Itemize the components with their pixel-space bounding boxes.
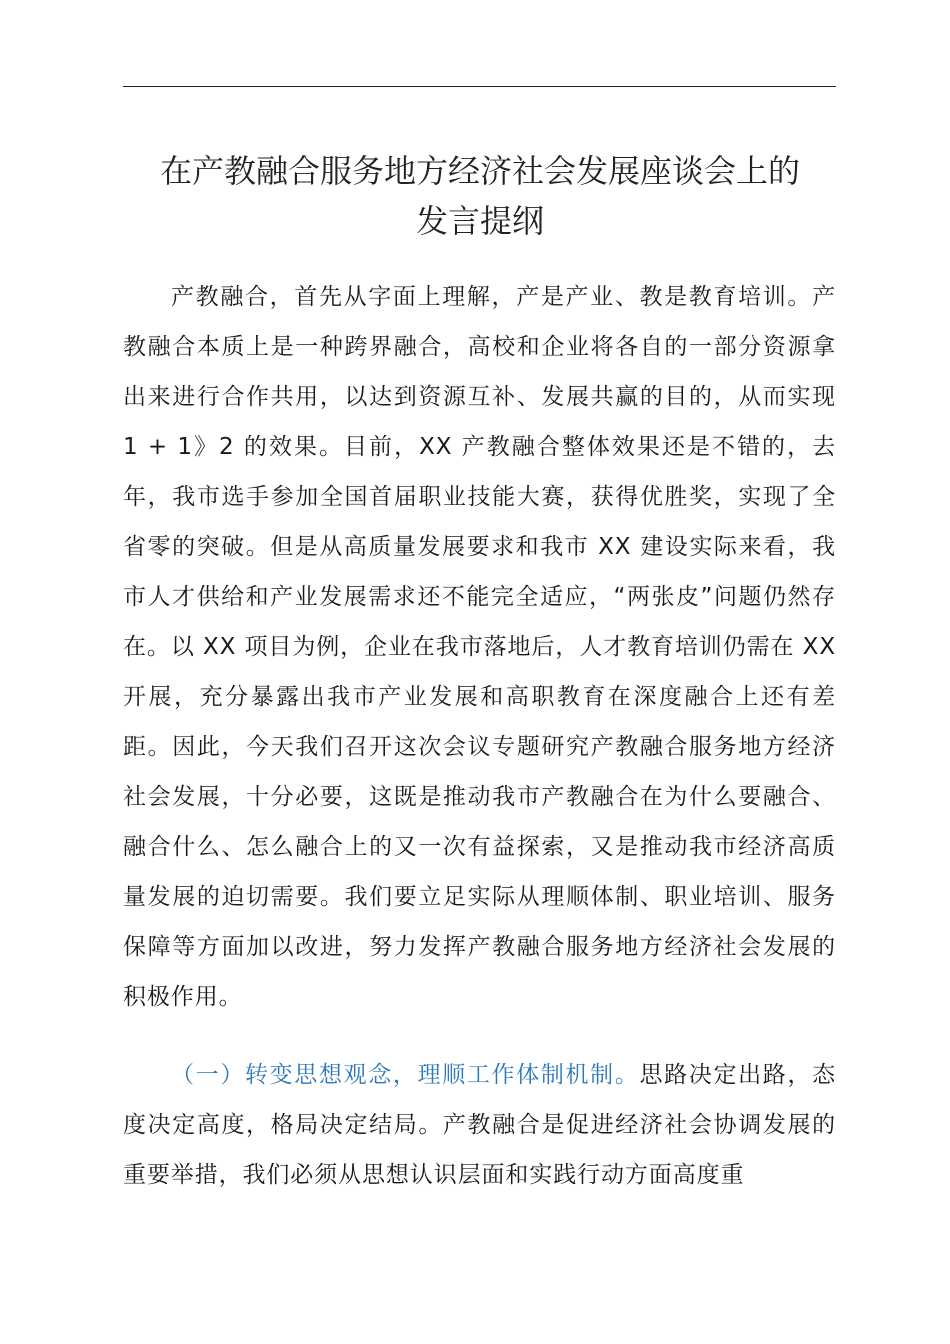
section-1-text: 思路决定出路，态度决定高度，格局决定结局。产教融合是促进经济社会协调发展的重要举措，我们必须从思想认识层面和实践行动方面高度重: [123, 1062, 837, 1188]
section-1-heading: （一）转变思想观念，理顺工作体制机制。: [171, 1062, 640, 1088]
document-body: [123, 272, 836, 1200]
section-1-paragraph: [123, 1050, 836, 1200]
title-line-2: 发言提纲: [415, 202, 544, 240]
intro-paragraph: 产教融合，首先从字面上理解，产是产业、教是教育培训。产教融合本质上是一种跨界融合，高校和企业将各自的一部分资源拿出来进行合作共用，以达到资源互补、发展共赢的目的，从而实现 1 + 1》2 的效果。目前，XX 产教融合整体效果还是不错的，去年，我市选手参加全国首届职业技能大赛，获得优胜奖，实现了全省零的突破。但是从高质量发展要求和我市 XX 建设实际来看，我市人才供给和产业发展需求还不能完全适应，“两张皮”问题仍然存在。以 XX 项目为例，企业在我市落地后，人才教育培训仍需在 XX 开展，充分暴露出我市产业发展和高职教育在深度融合上还有差距。因此，今天我们召开这次会议专题研究产教融合服务地方经济社会发展，十分必要，这既是推动我市产教融合在为什么要融合、融合什么、怎么融合上的又一次有益探索，又是推动我市经济高质量发展的迫切需要。我们要立足实际从理顺体制、职业培训、服务保障等方面加以改进，努力发挥产教融合服务地方经济社会发展的积极作用。: [123, 284, 836, 1010]
header-rule: [123, 86, 836, 87]
document-title: [100, 146, 860, 246]
title-line-1: 在产教融合服务地方经济社会发展座谈会上的: [159, 152, 800, 190]
